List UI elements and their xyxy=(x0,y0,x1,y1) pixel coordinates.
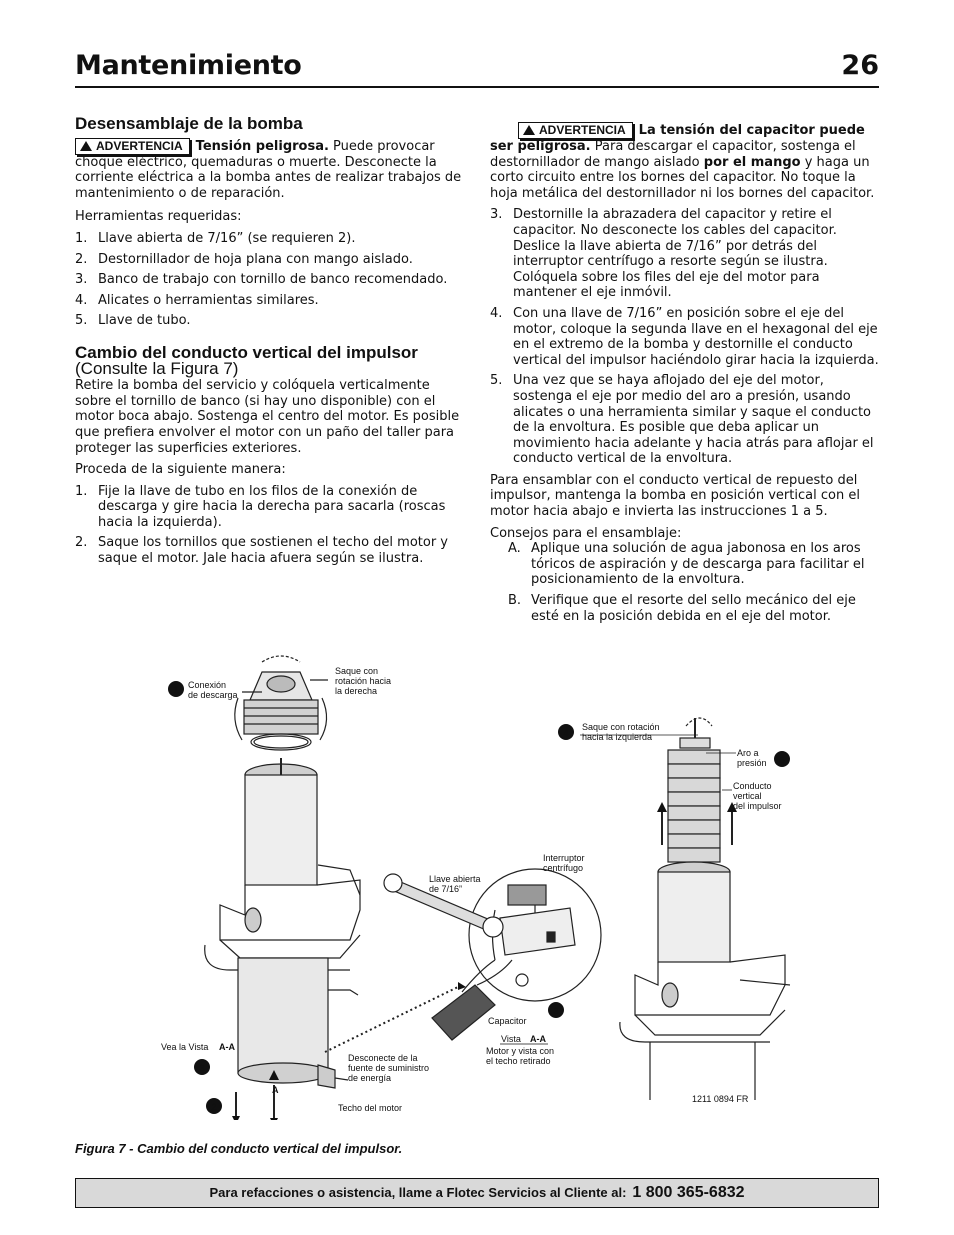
svg-text:3: 3 xyxy=(553,1006,559,1016)
procedure-list-cont xyxy=(490,207,880,467)
section-title-disassembly: Desensamblaje de la bomba xyxy=(75,114,303,133)
page-number: 26 xyxy=(841,50,879,81)
list-item: A. Aplique una solución de agua jabonosa en los aros tóricos de aspiración y de descarga para facilitar el posicionamiento de la envoltura. xyxy=(508,541,865,588)
label-vista-aa: A-A xyxy=(530,1034,546,1044)
figure-7-diagram xyxy=(150,640,800,1120)
tools-intro: Herramientas requeridas: xyxy=(75,209,242,225)
callout-3-left xyxy=(194,1059,210,1075)
svg-text:1: 1 xyxy=(173,685,179,695)
label-interruptor: Interruptor centrífugo xyxy=(543,853,585,873)
list-item: B. Verifique que el resorte del sello mecánico del eje esté en la posición debida en el eje del motor. xyxy=(508,593,856,624)
footer-text: Para refacciones o asistencia, llame a Flotec Servicios al Cliente al: xyxy=(209,1185,627,1200)
warning-paragraph: ADVERTENCIA Tensión peligrosa. Puede provocar choque eléctrico, quemaduras o muerte. Desconecte la corriente eléctrica a la bomba antes de realizar trabajos de mantenimiento o de reparación. xyxy=(75,138,462,201)
warning-icon xyxy=(523,125,535,135)
label-capacitor: Capacitor xyxy=(488,1016,527,1026)
footer-bar xyxy=(75,1178,879,1208)
tips-list xyxy=(508,541,880,624)
label-vea-vista-pre: Vea la Vista xyxy=(161,1042,209,1052)
procedure-list xyxy=(75,484,462,567)
list-item: 2. Saque los tornillos que sostienen el techo del motor y saque el motor. Jale hacia afuera según se ilustra. xyxy=(75,535,448,567)
list-item: 4. Con una llave de 7/16” en posición sobre el eje del motor, coloque la segunda llave en el hexagonal del eje en el extremo de la bomba y destornille el conducto vertical del impulsor haciéndolo girar hacia la izquierda. xyxy=(490,305,879,368)
page-title: Mantenimiento xyxy=(75,50,302,81)
label-saque-izquierda: Saque con rotación hacia la izquierda xyxy=(582,722,660,742)
label-desconecte: Desconecte de la fuente de suministro de energía xyxy=(348,1053,430,1083)
warning-badge: ADVERTENCIA xyxy=(518,122,633,139)
power-plug xyxy=(318,1065,335,1088)
assemble-paragraph: Para ensamblar con el conducto vertical de repuesto del impulsor, mantenga la bomba en posición vertical con el motor hacia abajo e invierta las instrucciones 1 a 5. xyxy=(490,472,860,520)
list-item: 5. Una vez que se haya aflojado del eje del motor, sostenga el eje por medio del aro a presión, usando alicates o una herramienta similar y saque el conducto de la envoltura. Es posible que deba aplicar un movimiento hacia adelante y hacia atrás para aflojar el conducto vertical de la envoltura. xyxy=(490,373,874,467)
callout-5 xyxy=(774,751,790,767)
svg-text:2: 2 xyxy=(211,1102,217,1112)
label-saque-derecha: Saque con rotación hacia la derecha xyxy=(335,666,392,696)
callout-4 xyxy=(558,724,574,740)
impeller-intro: Retire la bomba del servicio y colóquela verticalmente sobre el tornillo de banco (si hay uno disponible) con el motor boca abajo. Sostenga el centro del motor. Es posible que prefiera envolver el motor con un paño del taller para proteger las superficies exteriores. xyxy=(75,378,460,456)
svg-text:4: 4 xyxy=(563,728,569,738)
page-header xyxy=(75,50,879,88)
label-marker-a: A xyxy=(272,1085,279,1095)
footer-phone: 1 800 365-6832 xyxy=(632,1184,745,1201)
label-conexion: Conexión de descarga xyxy=(188,680,238,700)
figure-code: 1211 0894 FR xyxy=(692,1094,749,1104)
capacitor-warning: ADVERTENCIA La tensión del capacitor puede ser peligrosa. Para descargar el capacitor, sostenga el destornillador de mango aislado por el mango y haga un corto circuito entre los bornes del capacitor. No toque la hoja metálica del destornillador ni los bornes del capacitor. xyxy=(490,123,875,201)
label-llave: Llave abierta de 7/16” xyxy=(429,874,481,894)
list-item: 1. Fije la llave de tubo en los filos de la conexión de descarga y gire hacia la derecha para sacarla (roscas hacia la izquierda). xyxy=(75,483,446,530)
callout-3-detail xyxy=(548,1002,564,1018)
list-item: 1. Llave abierta de 7/16” (se requieren 2). xyxy=(75,230,356,246)
tips-intro: Consejos para el ensamblaje: xyxy=(490,525,682,541)
list-item: 3. Destornille la abrazadera del capacitor y retire el capacitor. No desconecte los cables del capacitor. Deslice la llave abierta de 7/16” por detrás del interruptor centrífugo a resorte según se ilustra. Colóquela sobre los files del eje del motor para mantener el eje inmóvil. xyxy=(490,207,837,301)
label-motor-vista: Motor y vista con el techo retirado xyxy=(486,1046,555,1066)
left-column xyxy=(75,116,462,573)
capacitor-illustration xyxy=(432,960,512,1040)
label-conducto: Conducto vertical del impulsor xyxy=(733,781,782,811)
figure-caption: Figura 7 - Cambio del conducto vertical del impulsor. xyxy=(75,1141,403,1156)
list-item: 2. Destornillador de hoja plana con mango aislado. xyxy=(75,251,413,267)
list-item: 3. Banco de trabajo con tornillo de banco recomendado. xyxy=(75,272,448,288)
discharge-fitting xyxy=(235,656,327,750)
warning-icon xyxy=(80,141,92,151)
label-vista-pre: Vista xyxy=(501,1034,521,1044)
list-item: 5. Llave de tubo. xyxy=(75,313,191,329)
right-column xyxy=(490,122,880,630)
warning-badge: ADVERTENCIA xyxy=(75,138,190,155)
svg-text:3: 3 xyxy=(199,1063,205,1073)
procedure-intro: Proceda de la siguiente manera: xyxy=(75,462,286,478)
label-aro: Aro a presión xyxy=(737,748,767,768)
list-item: 4. Alicates o herramientas similares. xyxy=(75,292,319,308)
callout-1 xyxy=(168,681,184,697)
section-title-impeller: Cambio del conducto vertical del impulsor (Consulte la Figura 7) xyxy=(75,342,418,378)
tools-list xyxy=(75,231,462,329)
svg-text:5: 5 xyxy=(779,755,785,765)
pump-housing-right xyxy=(620,718,790,1100)
label-vea-vista-aa: A-A xyxy=(219,1042,235,1052)
callout-2 xyxy=(206,1098,222,1114)
label-techo: Techo del motor xyxy=(338,1103,403,1113)
pump-housing-left xyxy=(205,758,360,1083)
